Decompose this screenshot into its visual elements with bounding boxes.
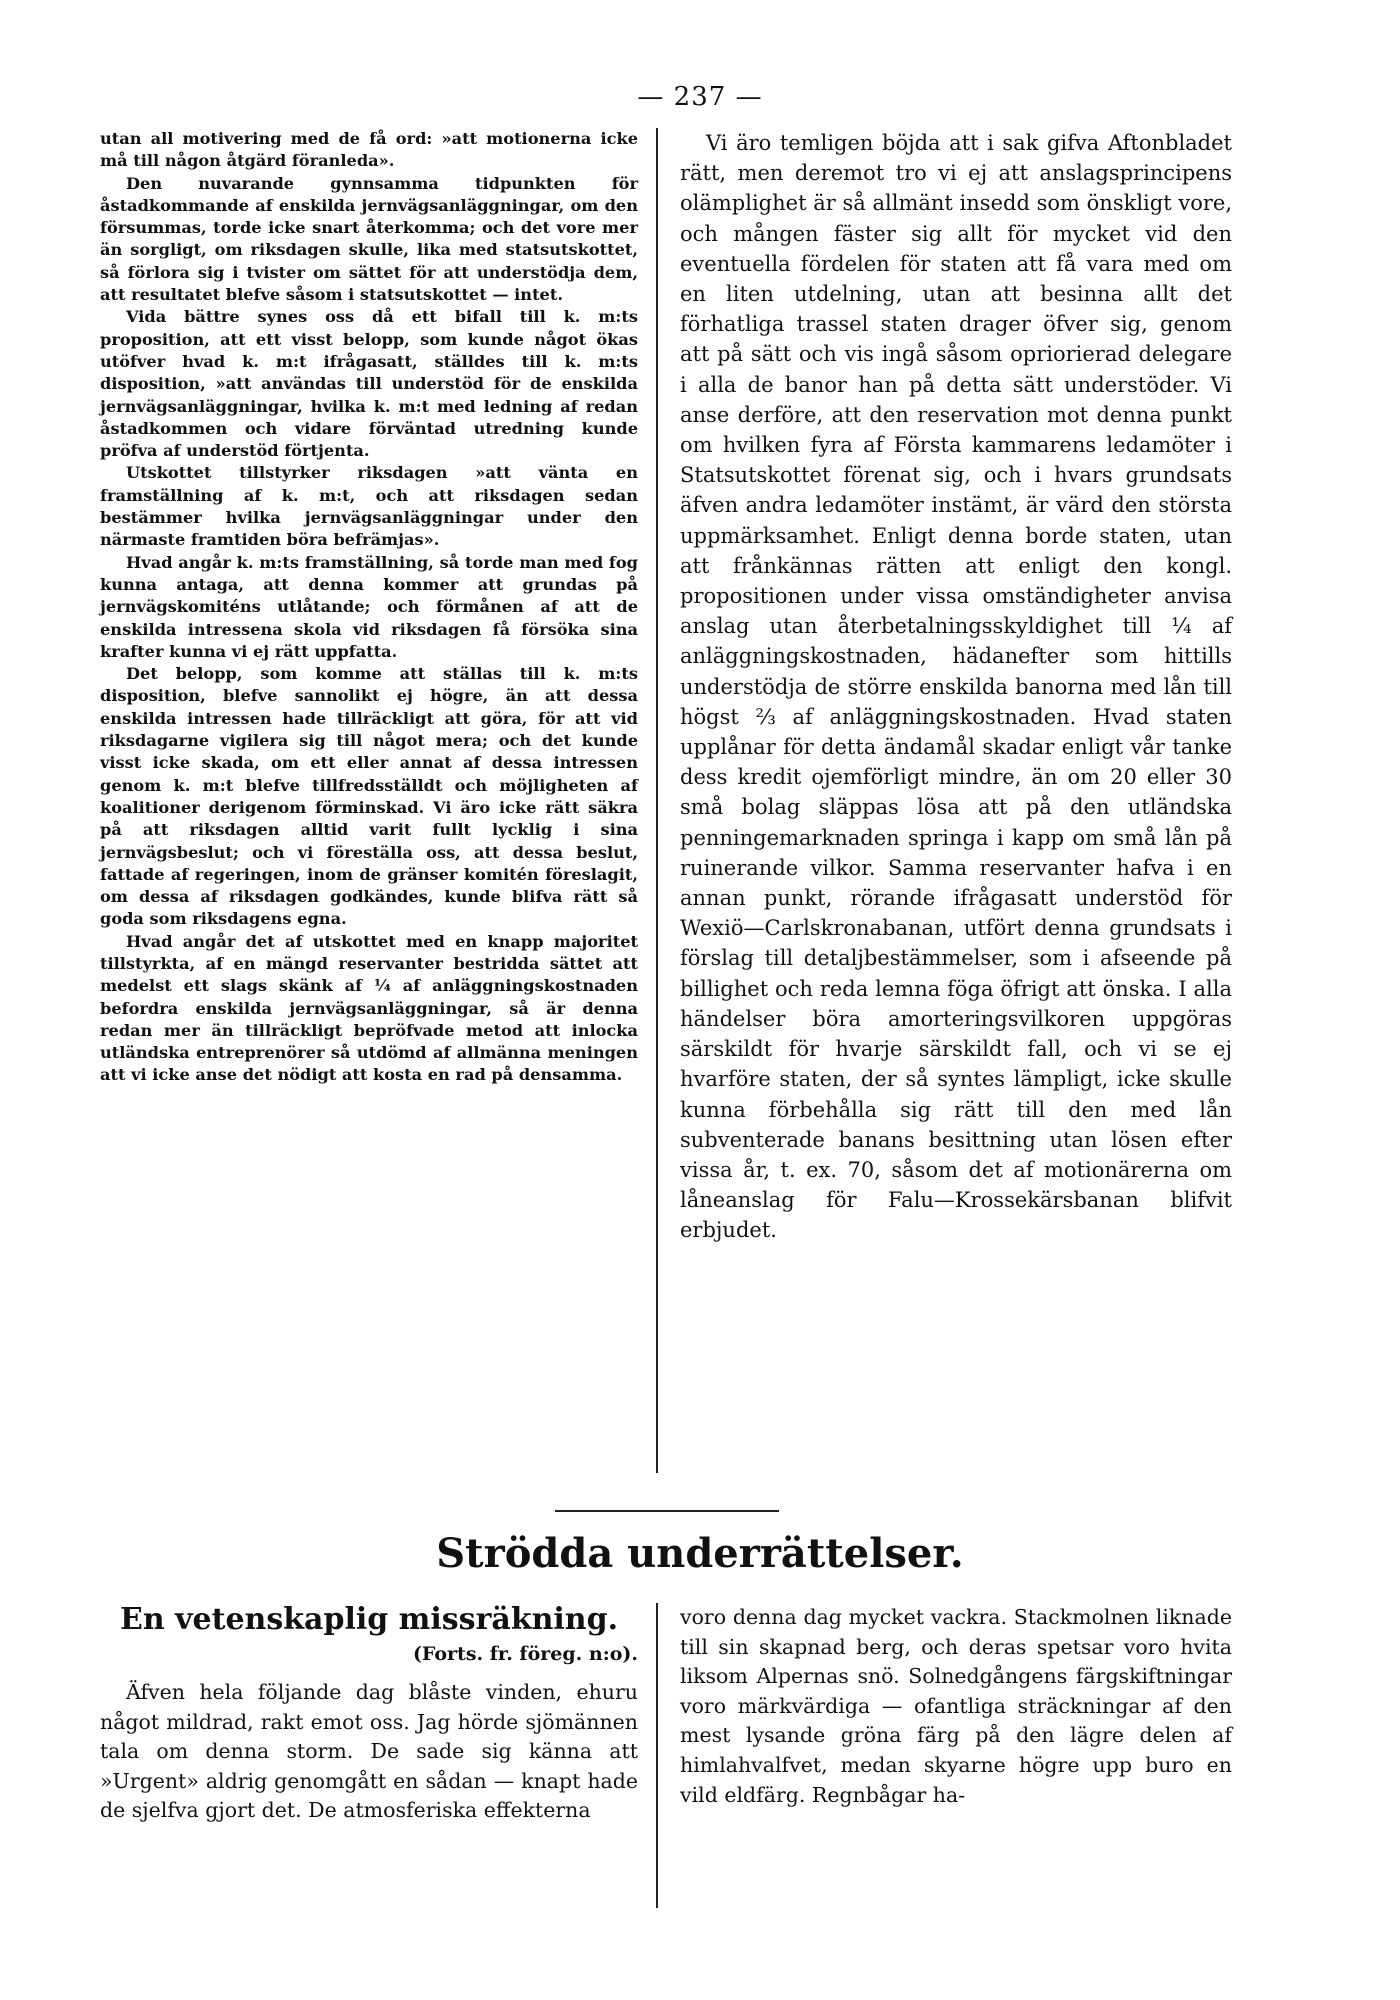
page-number: — 237 — bbox=[637, 82, 763, 112]
article-title: En vetenskaplig missräkning. bbox=[119, 1602, 619, 1637]
paragraph: Äfven hela följande dag blåste vinden, ehuru något mildrad, rakt emot oss. Jag hörde sjömännen tala om denna storm. De sade sig känna att »Urgent» aldrig genomgått en sådan — knapt hade de sjelfva gjort det. De atmosferiska effekterna bbox=[100, 1680, 638, 1823]
paragraph: Hvad angår k. m:ts framställning, så torde man med fog kunna antaga, att denna kommer att grundas på jernvägskomiténs utlåtande; och förmånen af att de enskilda intressena skola vid riksdagen få försöka sina krafter kunna vi ej rätt uppfatta. bbox=[100, 552, 638, 661]
paragraph: voro denna dag mycket vackra. Stackmolnen liknade till sin skapnad berg, och deras spetsar voro hvita liksom Alpernas snö. Solnedgångens färgskiftningar voro märkvärdiga — ofantliga sträckningar af den mest lysande gröna färg på den lägre delen af himlahvalfvet, medan skyarne högre upp buro en vild eldfärg. Regnbågar ha- bbox=[680, 1605, 1232, 1807]
paragraph: Utskottet tillstyrker riksdagen »att vänta en framställning af k. m:t, och att riksdagen sedan bestämmer hvilka jernvägsanläggningar under den närmaste framtiden böra befrämjas». bbox=[100, 463, 638, 550]
right-column-top bbox=[680, 128, 1232, 1246]
continued-note: (Forts. fr. föreg. n:o). bbox=[412, 1643, 638, 1665]
section-separator bbox=[555, 1510, 779, 1512]
column-divider bbox=[656, 128, 658, 1473]
right-column-bottom bbox=[680, 1603, 1232, 1810]
paragraph: Hvad angår det af utskottet med en knapp majoritet tillstyrkta, af en mängd reservanter bestridda sättet att medelst ett slags skänk af ¼ af anläggningskostnaden befordra enskilda jernvägsanläggningar, så är denna redan mer än tillräckligt bepröfvade metod att inlocka utländska entreprenörer så utdömd af allmänna meningen att vi icke anse det nödigt att kosta en rad på densamma. bbox=[100, 931, 638, 1085]
paragraph: utan all motivering med de få ord: »att motionerna icke må till någon åtgärd föranleda». bbox=[100, 129, 638, 171]
section-title: Strödda underrättelser. bbox=[436, 1530, 964, 1577]
paragraph: Den nuvarande gynnsamma tidpunkten för åstadkommande af enskilda jernvägsanläggningar, om den försummas, torde icke snart återkomma; och det vore mer än sorgligt, om riksdagen skulle, lika med statsutskottet, så förlora sig i tvister om sättet för att understödja dem, att resultatet blefve såsom i statsutskottet — intet. bbox=[100, 173, 638, 305]
paragraph: Det belopp, som komme att ställas till k. m:ts disposition, blefve sannolikt ej högre, än att dessa enskilda intressen hade tillräckligt att göra, för att vid riksdagarne vigilera sig till något mera; och det kunde visst icke skada, om ett eller annat af dessa intressen genom k. m:t blefve tillfredsställdt och möjligheten af koalitioner derigenom förminskad. Vi äro icke rätt säkra på att riksdagen alltid varit fullt lycklig i sina jernvägsbeslut; och vi föreställa oss, att dessa beslut, fattade af regeringen, inom de gränser komitén föreslagit, om dessa af riksdagen godkändes, kunde blifva rätt så goda som riksdagens egna. bbox=[100, 664, 638, 929]
column-divider-bottom bbox=[656, 1603, 658, 1908]
left-column-top bbox=[100, 128, 638, 1087]
paragraph: Vi äro temligen böjda att i sak gifva Aftonbladet rätt, men deremot tro vi ej att anslagsprincipens olämplighet är så allmänt insedd som önskligt vore, och mången fäster sig allt för mycket vid den eventuella fördelen för staten att få vara med om en liten utdelning, utan att besinna allt det förhatliga trassel staten drager öfver sig, genom att på sätt och vis ingå såsom opriorierad delegare i alla de banor han på detta sätt understöder. Vi anse derföre, att den reservation mot denna punkt om hvilken fyra af Första kammarens ledamöter i Statsutskottet förenat sig, och i hvars grundsats äfven andra ledamöter instämt, är värd den största uppmärksamhet. Enligt denna borde staten, utan att frånkännas rätten att enligt den kongl. propositionen under vissa omständigheter anvisa anslag utan återbetalningsskyldighet till ¼ af anläggningskostnaden, hädanefter som hittills understödja de större enskilda banorna med lån till högst ⅔ af anläggningskostnaden. Hvad staten upplånar för detta ändamål skadar enligt vår tanke dess kredit ojemförligt mindre, än om 20 eller 30 små bolag släppas lösa att på den utländska penningemarknaden springa i kapp om små lån på ruinerande vilkor. Samma reservanter hafva i en annan punkt, rörande ifrågasatt understöd för Wexiö—Carlskronabanan, utfört denna grundsats i förslag till detaljbestämmelser, som i afseende på billighet och reda lemna föga öfrigt att önska. I alla händelser böra amorteringsvilkoren uppgöras särskildt för hvarje särskildt fall, och vi se ej hvarföre staten, der så syntes lämpligt, icke skulle kunna förbehålla sig rätt till den med lån subventerade banans besittning utan lösen efter vissa år, t. ex. 70, såsom det af motionärerna om låneanslag för Falu—Krossekärsbanan blifvit erbjudet. bbox=[680, 131, 1232, 1243]
paragraph: Vida bättre synes oss då ett bifall till k. m:ts proposition, att ett visst belopp, som kunde något ökas utöfver hvad k. m:t ifrågasatt, ställdes till k. m:ts disposition, »att användas till understöd för de enskilda jernvägsanläggningar, hvilka k. m:t med ledning af redan åstadkommen och vidare förväntad utredning kunde pröfva af understöd förtjenta. bbox=[100, 307, 638, 461]
left-column-bottom bbox=[100, 1678, 638, 1826]
